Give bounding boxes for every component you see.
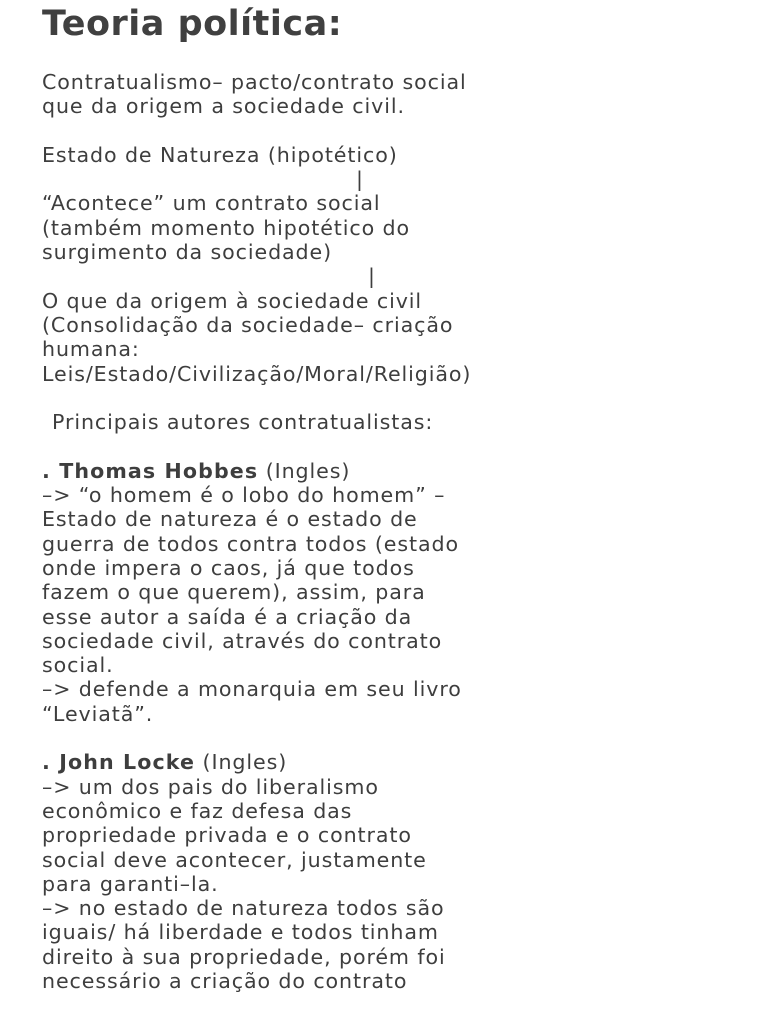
- hobbes-line: –> defende a monarquia em seu livro: [42, 677, 462, 702]
- author-heading-locke: [42, 750, 762, 774]
- flow-separator: [42, 167, 762, 191]
- flow-line: (Consolidação da sociedade– criação: [42, 312, 454, 337]
- locke-line: necessário a criação do contrato: [42, 968, 408, 993]
- intro-line: Contratualismo– pacto/contrato social: [42, 70, 467, 94]
- locke-line: direito à sua propriedade, porém foi: [42, 944, 446, 969]
- author-name-locke: . John Locke: [42, 750, 196, 775]
- author-heading-hobbes: [42, 459, 762, 483]
- paragraph-gap: [42, 386, 762, 410]
- author-origin-locke: (Ingles): [202, 750, 288, 775]
- hobbes-line: guerra de todos contra todos (estado: [42, 531, 459, 556]
- authors-heading-text: Principais autores contratualistas:: [52, 410, 434, 435]
- hobbes-line: onde impera o caos, já que todos: [42, 555, 415, 580]
- locke-line: econômico e faz defesa das: [42, 798, 353, 823]
- hobbes-line: fazem o que querem), assim, para: [42, 580, 426, 605]
- authors-heading: [42, 410, 762, 434]
- hobbes-line: Estado de natureza é o estado de: [42, 507, 418, 532]
- document-body: [42, 70, 762, 993]
- locke-line: para garanti–la.: [42, 871, 219, 896]
- locke-line: propriedade privada e o contrato: [42, 823, 412, 848]
- hobbes-line: esse autor a saída é a criação da: [42, 604, 413, 629]
- flow-line: “Acontece” um contrato social: [42, 191, 381, 216]
- locke-line: social deve acontecer, justamente: [42, 847, 427, 872]
- hobbes-line: –> “o homem é o lobo do homem” –: [42, 483, 446, 508]
- separator-bar: |: [356, 167, 364, 192]
- paragraph-gap: [42, 434, 762, 458]
- flow-line: O que da origem à sociedade civil: [42, 288, 423, 313]
- hobbes-line: “Leviatã”.: [42, 701, 154, 726]
- paragraph-gap: [42, 119, 762, 143]
- locke-line: –> um dos pais do liberalismo: [42, 774, 379, 799]
- author-name-hobbes: . Thomas Hobbes: [42, 458, 259, 483]
- flow-line: surgimento da sociedade): [42, 240, 333, 265]
- page-title: Teoria política:: [42, 4, 343, 44]
- flow-line: humana:: [42, 337, 140, 362]
- hobbes-line: sociedade civil, através do contrato: [42, 628, 443, 653]
- hobbes-line: social.: [42, 653, 114, 678]
- flow-separator: [42, 264, 762, 288]
- author-origin-hobbes: (Ingles): [265, 458, 351, 483]
- separator-bar: |: [368, 264, 376, 289]
- flow-line: (também momento hipotético do: [42, 215, 411, 240]
- paragraph-gap: [42, 726, 762, 750]
- locke-line: –> no estado de natureza todos são: [42, 896, 445, 921]
- locke-line: iguais/ há liberdade e todos tinham: [42, 920, 439, 945]
- intro-line: que da origem a sociedade civil.: [42, 94, 405, 119]
- flow-line: Estado de Natureza (hipotético): [42, 142, 398, 167]
- flow-line: Leis/Estado/Civilização/Moral/Religião): [42, 361, 472, 386]
